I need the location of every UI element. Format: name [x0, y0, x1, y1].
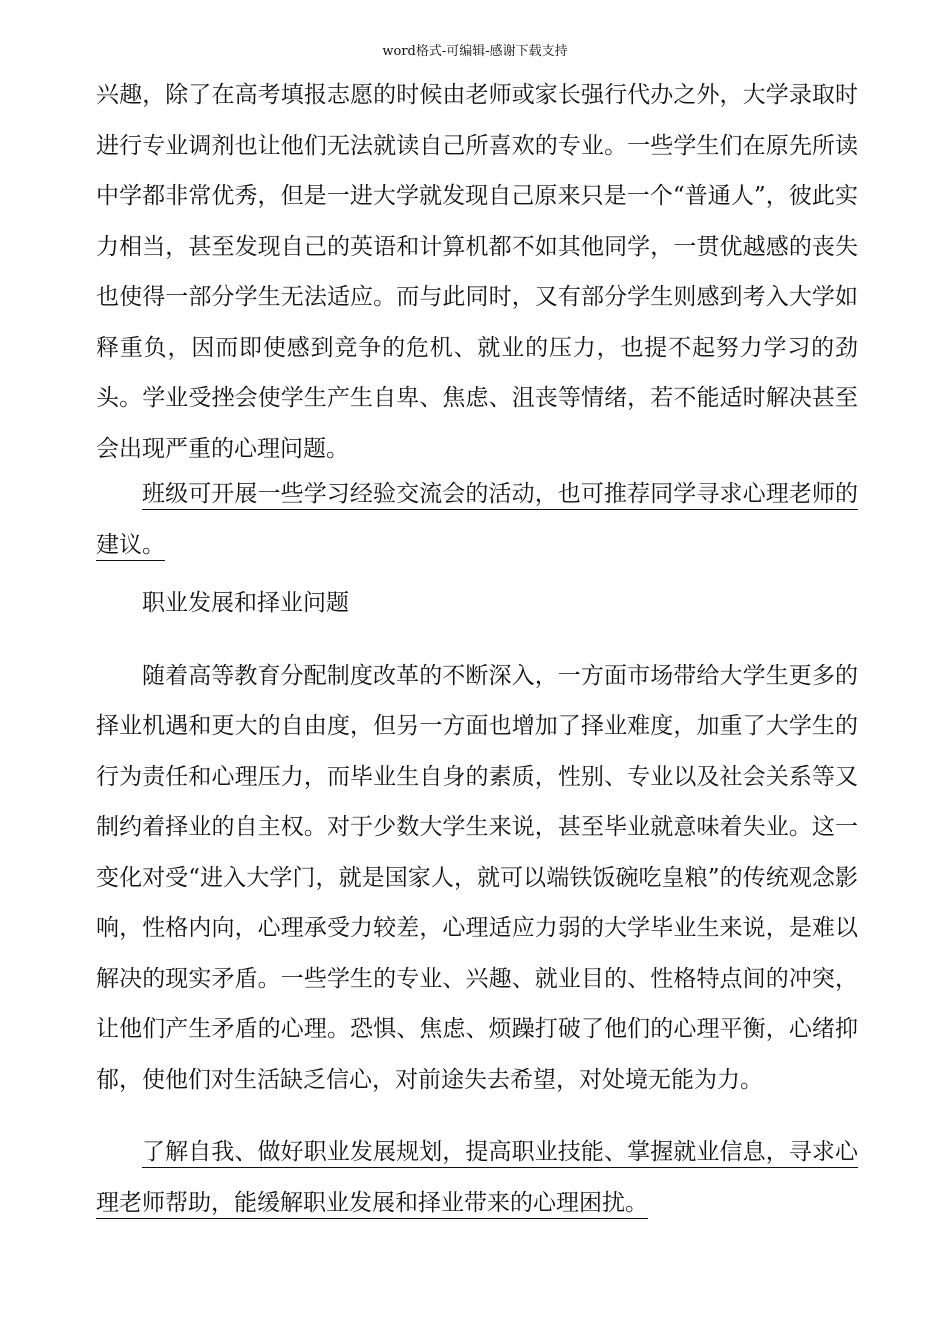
underlined-career-advice-text: 了解自我、做好职业发展规划，提高职业技能、掌握就业信息，寻求心理老师帮助，能缓解职业发展和择业带来的心理困扰。 — [96, 1139, 858, 1216]
underlined-advice-text: 班级可开展一些学习经验交流会的活动，也可推荐同学寻求心理老师的建议。 — [96, 481, 858, 558]
paragraph-career-advice — [96, 1127, 858, 1228]
paragraph-academic-setback: 兴趣，除了在高考填报志愿的时候由老师或家长强行代办之外，大学录取时进行专业调剂也让他们无法就读自己所喜欢的专业。一些学生们在原先所读中学都非常优秀，但是一进大学就发现自己原来只是一个“普通人”，彼此实力相当，甚至发现自己的英语和计算机都不如其他同学，一贯优越感的丧失也使得一部分学生无法适应。而与此同时，又有部分学生则感到考入大学如释重负，因而即使感到竞争的危机、就业的压力，也提不起努力学习的劲头。学业受挫会使学生产生自卑、焦虑、沮丧等情绪，若不能适时解决甚至会出现严重的心理问题。 — [96, 82, 858, 462]
section-heading-career: 职业发展和择业问题 — [142, 590, 349, 616]
paragraph-career-pressure: 随着高等教育分配制度改革的不断深入，一方面市场带给大学生更多的择业机遇和更大的自由度，但另一方面也增加了择业难度，加重了大学生的行为责任和心理压力，而毕业生自身的素质，性别、专业以及社会关系等又制约着择业的自主权。对于少数大学生来说，甚至毕业就意味着失业。这一变化对受“进入大学门，就是国家人，就可以端铁饭碗吃皇粮”的传统观念影响，性格内向，心理承受力较差，心理适应力弱的大学毕业生来说，是难以解决的现实矛盾。一些学生的专业、兴趣、就业目的、性格特点间的冲突，让他们产生矛盾的心理。恐惧、焦虑、烦躁打破了他们的心理平衡，心绪抑郁，使他们对生活缺乏信心，对前途失去希望，对处境无能为力。 — [96, 662, 858, 1093]
document-body — [96, 70, 858, 1228]
paragraph-class-advice — [96, 469, 858, 570]
page-header: word格式-可编辑-感谢下载支持 — [382, 44, 568, 59]
